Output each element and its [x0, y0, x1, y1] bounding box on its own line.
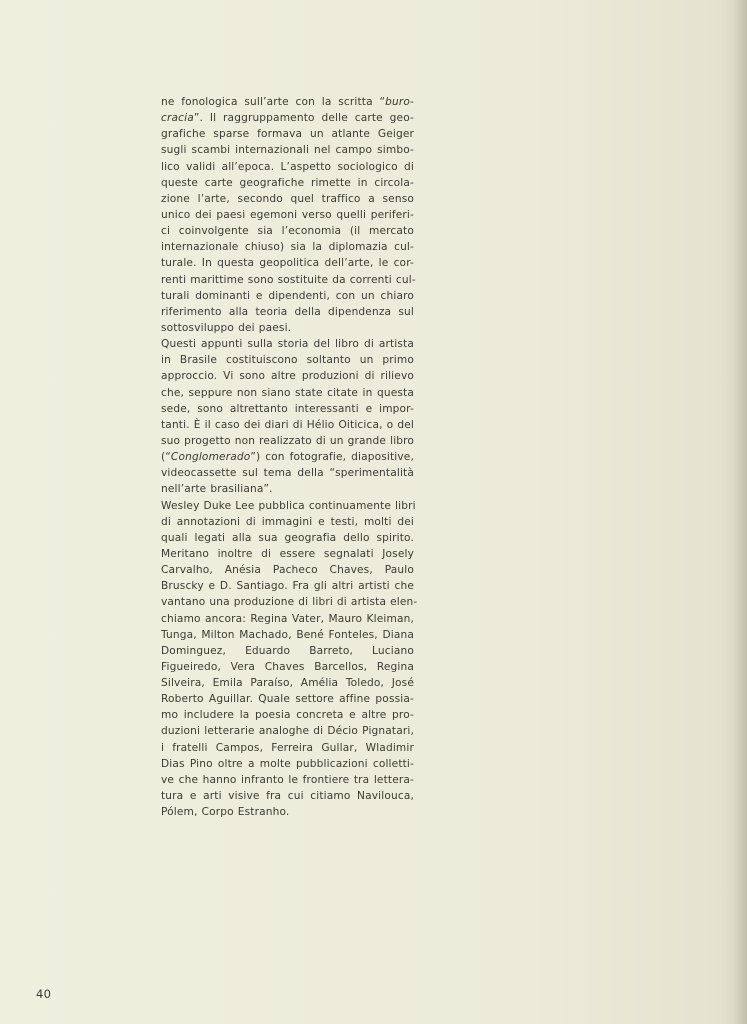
text-run: Tunga, Milton Machado, Bené Fonteles, Diana	[161, 628, 414, 641]
text-line	[161, 126, 414, 142]
text-run: di annotazioni di immagini e testi, molti dei	[161, 515, 414, 528]
text-line	[161, 707, 414, 723]
text-line	[161, 594, 418, 610]
text-run: grafiche sparse formava un atlante Geiger	[161, 128, 414, 141]
text-line	[161, 465, 414, 481]
text-run: Figueiredo, Vera Chaves Barcellos, Regina	[161, 660, 414, 673]
text-run: nell’arte brasiliana”.	[161, 483, 273, 496]
text-line	[161, 239, 414, 255]
text-line	[161, 723, 414, 739]
text-line	[161, 110, 414, 126]
text-run: Wesley Duke Lee pubblica continuamente libri	[161, 499, 416, 512]
text-run: Questi appunti sulla storia del libro di artista	[161, 338, 414, 351]
text-line	[161, 804, 414, 820]
text-run: ve che hanno infranto le frontiere tra lettera-	[161, 773, 414, 786]
text-run: Dias Pino oltre a molte pubblicazioni colletti-	[161, 757, 414, 770]
text-run: chiamo ancora: Regina Vater, Mauro Kleiman,	[161, 612, 414, 625]
text-run: lico validi all’epoca. L’aspetto sociologico di	[161, 160, 414, 173]
text-line	[161, 159, 414, 175]
text-run: internazionale chiuso) sia la diplomazia cul-	[161, 241, 414, 254]
text-run: che, seppure non siano state citate in questa	[161, 386, 414, 399]
text-run: queste carte geografiche rimette in circola-	[161, 176, 414, 189]
text-line	[161, 627, 414, 643]
text-run: ”. Il raggruppamento delle carte geo-	[193, 112, 414, 125]
text-run: videocassette sul tema della “sperimentalità	[161, 467, 414, 480]
text-line	[161, 740, 414, 756]
text-run: (“	[161, 451, 171, 464]
text-line	[161, 481, 414, 497]
text-run: riferimento alla teoria della dipendenza sul	[161, 305, 414, 318]
text-line	[161, 788, 414, 804]
text-run: duzioni letterarie analoghe di Décio Pignatari,	[161, 725, 414, 738]
text-line	[161, 546, 414, 562]
text-run: vantano una produzione di libri di artista elen-	[161, 596, 418, 609]
text-run: Dominguez, Eduardo Barreto, Luciano	[161, 644, 414, 657]
text-line	[161, 94, 414, 110]
text-line	[161, 514, 414, 530]
text-line	[161, 288, 414, 304]
text-line	[161, 691, 414, 707]
text-line	[161, 675, 414, 691]
text-line	[161, 417, 414, 433]
text-run: i fratelli Campos, Ferreira Gullar, Wladimir	[161, 741, 414, 754]
text-run: in Brasile costituiscono soltanto un primo	[161, 354, 414, 367]
text-run: ci coinvolgente sia l’economia (il mercato	[161, 225, 414, 238]
text-line	[161, 142, 414, 158]
text-line	[161, 433, 414, 449]
text-line	[161, 175, 414, 191]
text-line	[161, 191, 414, 207]
text-line	[161, 272, 414, 288]
text-run: renti marittime sono sostituite da correnti cul-	[161, 273, 416, 286]
page-number: 40	[36, 987, 52, 1001]
text-run: sede, sono altrettanto interessanti e impor-	[161, 402, 414, 415]
text-line	[161, 320, 414, 336]
text-run: Carvalho, Anésia Pacheco Chaves, Paulo	[161, 564, 414, 577]
italic-text: cracia	[161, 112, 194, 125]
text-line	[161, 368, 414, 384]
italic-text: buro-	[385, 96, 414, 108]
text-line	[161, 304, 414, 320]
text-line	[161, 255, 414, 271]
italic-text: Conglomerado	[170, 451, 251, 464]
text-run: ”) con fotografie, diapositive,	[250, 451, 414, 464]
text-run: unico dei paesi egemoni verso quelli periferi-	[161, 208, 414, 221]
text-line	[161, 498, 414, 514]
text-run: Bruscky e D. Santiago. Fra gli altri artisti che	[161, 580, 414, 593]
text-line	[161, 352, 414, 368]
text-run: suo progetto non realizzato di un grande libro	[161, 434, 415, 447]
text-line	[161, 643, 414, 659]
text-line	[161, 772, 414, 788]
text-line	[161, 611, 414, 627]
text-line	[161, 207, 414, 223]
text-run: Silveira, Emila Paraíso, Amélia Toledo, José	[161, 677, 414, 690]
text-line	[161, 578, 414, 594]
text-run: sugli scambi internazionali nel campo simbo-	[161, 144, 414, 157]
text-run: tura e arti visive fra cui citiamo Navilouca,	[161, 790, 414, 803]
text-run: sottosviluppo dei paesi.	[161, 321, 292, 334]
page-edge-shadow	[733, 0, 747, 1024]
text-line	[161, 659, 414, 675]
text-run: Roberto Aguillar. Quale settore affine possia-	[161, 693, 414, 706]
text-run: approccio. Vi sono altre produzioni di rilievo	[161, 370, 414, 383]
text-line	[161, 336, 414, 352]
text-run: turali dominanti e dipendenti, con un chiaro	[161, 289, 414, 302]
text-run: Pólem, Corpo Estranho.	[161, 806, 290, 819]
text-line	[161, 530, 414, 546]
text-run: Meritano inoltre di essere segnalati Josely	[161, 547, 414, 560]
text-line	[161, 223, 414, 239]
text-line	[161, 562, 414, 578]
text-line	[161, 449, 414, 465]
text-run: ne fonologica sull’arte con la scritta “	[161, 96, 386, 108]
text-run: zione l’arte, secondo quel traffico a senso	[161, 192, 414, 205]
text-run: mo includere la poesia concreta e altre pro-	[161, 709, 414, 722]
text-line	[161, 756, 414, 772]
text-run: turale. In questa geopolitica dell’arte, le cor-	[161, 257, 414, 270]
text-line	[161, 401, 414, 417]
text-run: quali legati alla sua geografia dello spirito.	[161, 531, 414, 544]
text-line	[161, 385, 414, 401]
body-text-column	[161, 94, 418, 820]
text-run: tanti. È il caso dei diari di Hélio Oiticica, o del	[161, 418, 414, 431]
